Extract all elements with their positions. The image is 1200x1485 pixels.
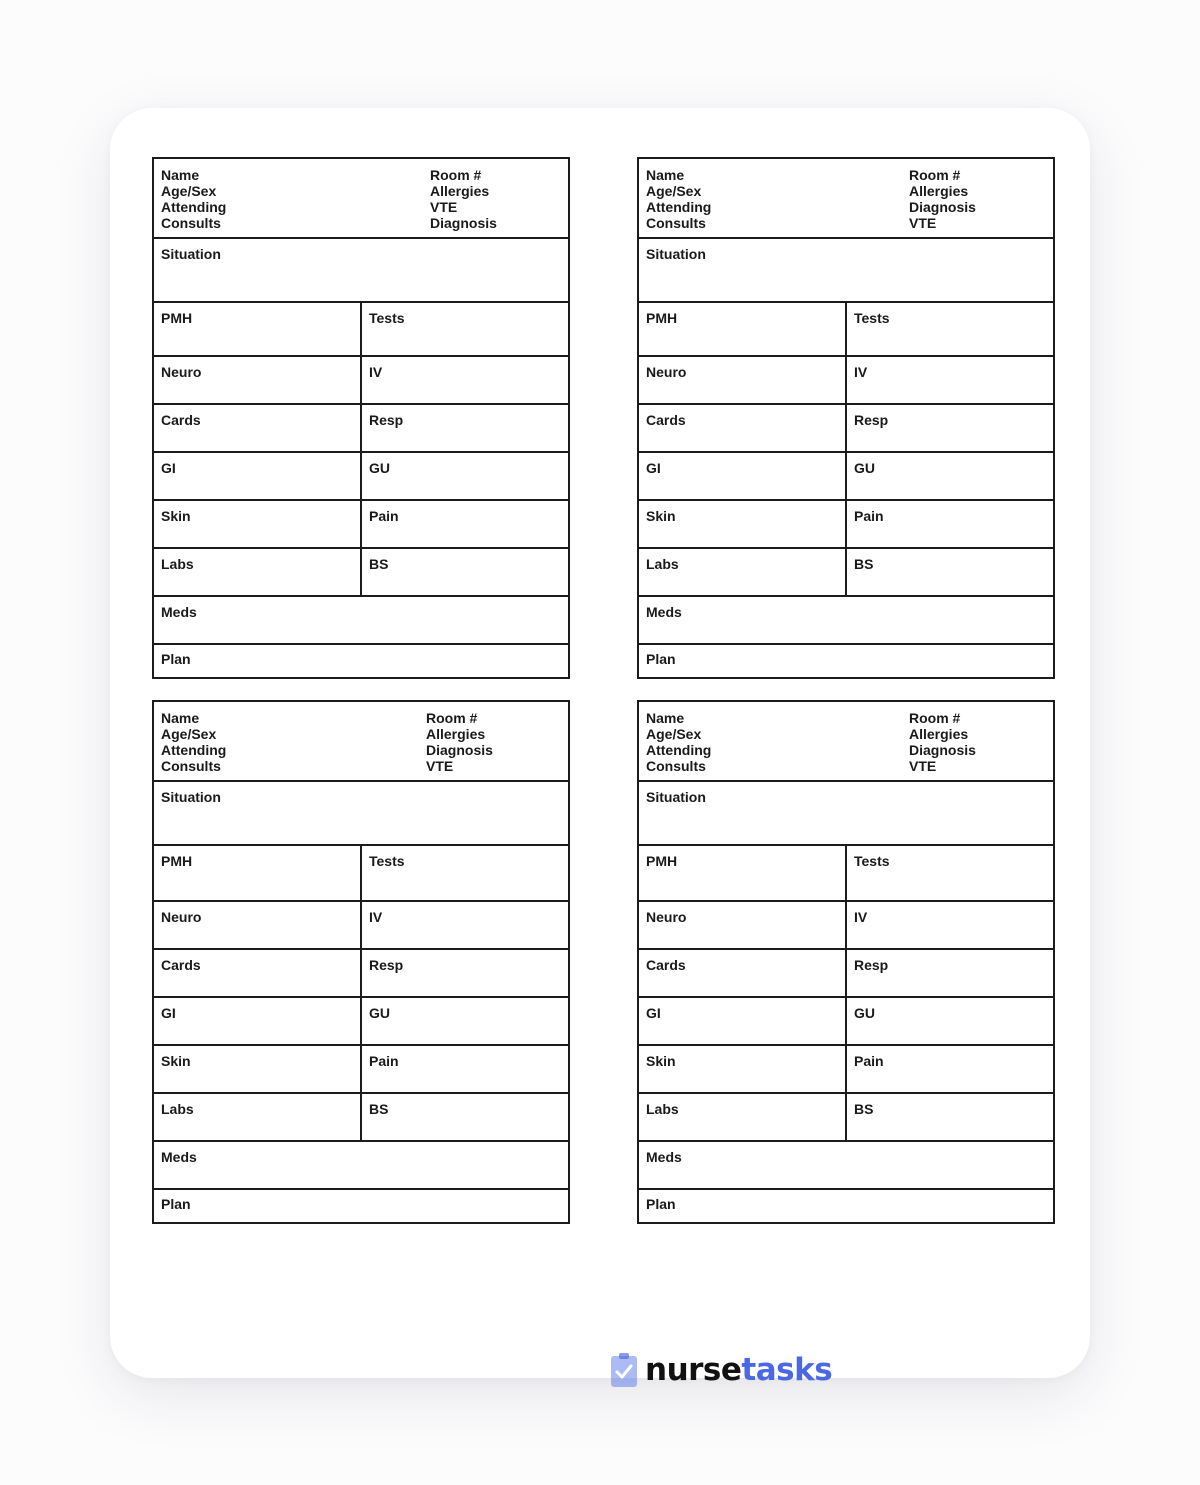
plan-label: Plan	[161, 651, 191, 667]
meds-row	[154, 1142, 568, 1190]
pmh-label: PMH	[154, 846, 362, 900]
label-consults: Consults	[161, 215, 221, 231]
label-allergies: Allergies	[909, 183, 969, 199]
labs-bs-row	[639, 1094, 1053, 1142]
tests-label: Tests	[369, 853, 405, 869]
neuro-label: Neuro	[154, 902, 362, 948]
plan-row	[639, 1190, 1053, 1222]
cards-label: Cards	[154, 950, 362, 996]
tests-label: Tests	[854, 310, 890, 326]
label-age-sex: Age/Sex	[646, 726, 702, 742]
neuro-iv-row	[639, 357, 1053, 405]
cards-resp-row	[154, 950, 568, 998]
pain-label: Pain	[369, 508, 399, 524]
report-sheet-3	[152, 700, 570, 1224]
report-sheet-2	[637, 157, 1055, 679]
label-name: Name	[646, 710, 685, 726]
pmh-tests-row	[154, 846, 568, 902]
bs-label: BS	[369, 556, 389, 572]
neuro-label: Neuro	[639, 357, 847, 403]
header-right-labels	[909, 167, 976, 231]
situation-label: Situation	[161, 789, 221, 805]
neuro-label: Neuro	[639, 902, 847, 948]
skin-pain-row	[639, 501, 1053, 549]
pmh-label: PMH	[639, 846, 847, 900]
patient-header	[639, 159, 1053, 239]
labs-label: Labs	[154, 1094, 362, 1140]
plan-row	[154, 1190, 568, 1222]
gu-label: GU	[854, 1005, 875, 1021]
report-sheet-1	[152, 157, 570, 679]
iv-label: IV	[854, 364, 868, 380]
plan-row	[154, 645, 568, 677]
gi-gu-row	[154, 998, 568, 1046]
patient-header	[639, 702, 1053, 782]
label-age-sex: Age/Sex	[161, 183, 217, 199]
situation-label: Situation	[161, 246, 221, 262]
tests-label: Tests	[854, 853, 890, 869]
iv-label: IV	[854, 909, 868, 925]
gi-label: GI	[639, 453, 847, 499]
bs-label: BS	[369, 1101, 389, 1117]
header-left-labels	[161, 167, 226, 231]
pain-label: Pain	[369, 1053, 399, 1069]
label-diagnosis: Diagnosis	[426, 742, 493, 758]
skin-pain-row	[154, 501, 568, 549]
label-diagnosis: Diagnosis	[909, 742, 976, 758]
label-vte: VTE	[430, 199, 458, 215]
neuro-iv-row	[154, 357, 568, 405]
label-attending: Attending	[646, 199, 712, 215]
gi-label: GI	[639, 998, 847, 1044]
label-vte: VTE	[426, 758, 454, 774]
pmh-tests-row	[639, 846, 1053, 902]
label-room: Room #	[909, 167, 961, 183]
plan-label: Plan	[161, 1196, 191, 1212]
logo-text-nurse: nurse	[645, 1352, 742, 1388]
resp-label: Resp	[854, 957, 889, 973]
patient-header	[154, 702, 568, 782]
neuro-iv-row	[154, 902, 568, 950]
label-consults: Consults	[161, 758, 221, 774]
meds-row	[639, 597, 1053, 645]
label-name: Name	[161, 167, 200, 183]
cards-resp-row	[154, 405, 568, 453]
label-consults: Consults	[646, 215, 706, 231]
pmh-tests-row	[154, 303, 568, 357]
tests-label: Tests	[369, 310, 405, 326]
header-right-labels	[430, 167, 497, 231]
pmh-tests-row	[639, 303, 1053, 357]
label-attending: Attending	[161, 199, 227, 215]
cards-label: Cards	[639, 950, 847, 996]
label-allergies: Allergies	[909, 726, 969, 742]
neuro-label: Neuro	[154, 357, 362, 403]
meds-label: Meds	[646, 1149, 682, 1165]
plan-label: Plan	[646, 651, 676, 667]
resp-label: Resp	[369, 412, 404, 428]
gi-gu-row	[639, 998, 1053, 1046]
pain-label: Pain	[854, 508, 884, 524]
patient-header	[154, 159, 568, 239]
skin-pain-row	[154, 1046, 568, 1094]
situation-label: Situation	[646, 789, 706, 805]
cards-label: Cards	[154, 405, 362, 451]
bs-label: BS	[854, 1101, 874, 1117]
meds-row	[639, 1142, 1053, 1190]
resp-label: Resp	[369, 957, 404, 973]
label-diagnosis: Diagnosis	[430, 215, 497, 231]
label-room: Room #	[909, 710, 961, 726]
labs-label: Labs	[154, 549, 362, 595]
gi-gu-row	[639, 453, 1053, 501]
header-right-labels	[426, 710, 493, 774]
situation-row	[639, 782, 1053, 846]
situation-row	[639, 239, 1053, 303]
gu-label: GU	[369, 1005, 390, 1021]
pmh-label: PMH	[639, 303, 847, 355]
meds-label: Meds	[161, 1149, 197, 1165]
pmh-label: PMH	[154, 303, 362, 355]
meds-label: Meds	[646, 604, 682, 620]
label-diagnosis: Diagnosis	[909, 199, 976, 215]
iv-label: IV	[369, 909, 383, 925]
pain-label: Pain	[854, 1053, 884, 1069]
logo-wordmark	[645, 1352, 832, 1388]
cards-resp-row	[639, 950, 1053, 998]
clipboard-check-icon	[610, 1352, 638, 1388]
gu-label: GU	[854, 460, 875, 476]
gi-label: GI	[154, 453, 362, 499]
skin-label: Skin	[639, 501, 847, 547]
label-attending: Attending	[646, 742, 712, 758]
logo-text-tasks: tasks	[741, 1352, 833, 1388]
meds-row	[154, 597, 568, 645]
situation-row	[154, 782, 568, 846]
neuro-iv-row	[639, 902, 1053, 950]
resp-label: Resp	[854, 412, 889, 428]
label-age-sex: Age/Sex	[646, 183, 702, 199]
label-allergies: Allergies	[426, 726, 486, 742]
cards-label: Cards	[639, 405, 847, 451]
plan-label: Plan	[646, 1196, 676, 1212]
label-age-sex: Age/Sex	[161, 726, 217, 742]
nursetasks-logo	[610, 1350, 832, 1390]
labs-label: Labs	[639, 549, 847, 595]
labs-label: Labs	[639, 1094, 847, 1140]
report-sheet-4	[637, 700, 1055, 1224]
label-room: Room #	[426, 710, 478, 726]
header-left-labels	[646, 710, 711, 774]
gi-gu-row	[154, 453, 568, 501]
label-name: Name	[646, 167, 685, 183]
label-vte: VTE	[909, 215, 937, 231]
label-vte: VTE	[909, 758, 937, 774]
label-allergies: Allergies	[430, 183, 490, 199]
labs-bs-row	[154, 549, 568, 597]
label-name: Name	[161, 710, 200, 726]
skin-label: Skin	[154, 501, 362, 547]
report-sheet-page	[110, 108, 1090, 1388]
skin-label: Skin	[639, 1046, 847, 1092]
gi-label: GI	[154, 998, 362, 1044]
skin-label: Skin	[154, 1046, 362, 1092]
labs-bs-row	[639, 549, 1053, 597]
header-left-labels	[646, 167, 711, 231]
cards-resp-row	[639, 405, 1053, 453]
label-attending: Attending	[161, 742, 227, 758]
situation-row	[154, 239, 568, 303]
plan-row	[639, 645, 1053, 677]
header-right-labels	[909, 710, 976, 774]
labs-bs-row	[154, 1094, 568, 1142]
meds-label: Meds	[161, 604, 197, 620]
label-room: Room #	[430, 167, 482, 183]
iv-label: IV	[369, 364, 383, 380]
label-consults: Consults	[646, 758, 706, 774]
header-left-labels	[161, 710, 226, 774]
gu-label: GU	[369, 460, 390, 476]
bs-label: BS	[854, 556, 874, 572]
skin-pain-row	[639, 1046, 1053, 1094]
situation-label: Situation	[646, 246, 706, 262]
